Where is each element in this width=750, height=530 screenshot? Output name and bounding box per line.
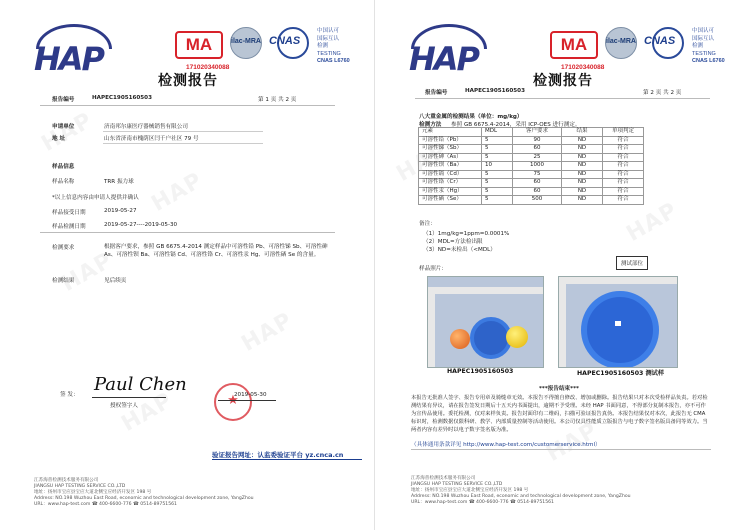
cell-judgement: 符合: [603, 179, 644, 188]
cell-judgement: 符合: [603, 153, 644, 162]
table-row: [419, 187, 644, 196]
table-row: [419, 153, 644, 162]
ilac-logo: ilac-MRA: [605, 27, 637, 59]
cell-element: 可溶性钡（Ba）: [419, 162, 482, 171]
sample-name: TRR 振力球: [104, 179, 134, 185]
divider: [40, 232, 335, 233]
terms-link[interactable]: （具体通用条款详见 http://www.hap-test.com/customerservice.html）: [411, 442, 601, 448]
sign-date: 2019-05-30: [234, 392, 267, 398]
report-no: HAPEC1905160503: [465, 88, 525, 94]
table-header-row: [419, 128, 644, 137]
watermark: [37, 108, 97, 157]
cell-judgement: 符合: [603, 187, 644, 196]
divider: [40, 105, 335, 106]
company-seal: [214, 383, 252, 421]
cnas-text: 中国认可 国际互认 检测 TESTING CNAS L6760: [692, 28, 725, 64]
cell-mdl: 5: [482, 170, 513, 179]
table-row: [419, 162, 644, 171]
cell-result: ND: [562, 162, 603, 171]
test-date: 2019-05-27----2019-05-30: [104, 222, 178, 228]
applicant: 济南邦尔康医疗器械销售有限公司: [104, 124, 188, 130]
blue-ring-toy: [581, 291, 659, 368]
ma-logo: MA: [175, 31, 223, 59]
report-no-label: 报告编号: [52, 97, 75, 103]
cell-judgement: 符合: [603, 136, 644, 145]
cell-mdl: 5: [482, 136, 513, 145]
address: 山东省济南市槐荫区闫千户社区 79 号: [104, 136, 199, 142]
disclaimer: 本报告无批准人签字、报告专用章及骑缝章无效。本报告不得擅自修改、增加或删除。报告结果只对本次受检样品负责。若对检测结果有异议，请在报告签发日期后十五天内书面提出，逾期不予受理。未经 HAP 书面同意，不得部分复制本报告，亦不可作为宣传品使用。委托检测，仅对来样负责。报告封面印有二维码，扫描可验证报告真伪。本报告结果仅对本次，此报告无 CMA 标识时，检测数据仅限科研、教学、内部质量控制等活动使用。本公司仅具性能质立版报告与电子数字签名版具备同等效力。当两者内容有差异时以电子数字签名版为准。: [411, 395, 708, 433]
hap-logo: HAP: [409, 24, 487, 74]
cell-element: 可溶性砷（As）: [419, 153, 482, 162]
cell-judgement: 符合: [603, 170, 644, 179]
cell-element: 可溶性硒（Se）: [419, 196, 482, 205]
end-of-report: ***报告结束***: [539, 386, 579, 392]
cell-requirement: 25: [513, 153, 562, 162]
conclusion: 根据客户要求，参照 GB 6675.4-2014 测定样品中可溶性铅 Pb、可溶性锑 Sb、可溶性砷 As、可溶性钡 Ba、可溶性镉 Cd、可溶性铬 Cr、可溶性汞 Hg、可溶性硒 Se 的含量。: [104, 244, 328, 258]
table-row: [419, 170, 644, 179]
signer-title: 授权签字人: [110, 403, 138, 409]
sample-photo-2: [558, 276, 678, 368]
header-element: 元素: [419, 128, 482, 137]
cell-mdl: 10: [482, 162, 513, 171]
cell-judgement: 符合: [603, 162, 644, 171]
ilac-logo: ilac-MRA: [230, 27, 262, 59]
table-row: [419, 136, 644, 145]
watermark: [622, 198, 682, 247]
cell-requirement: 60: [513, 187, 562, 196]
results-table: [418, 127, 644, 205]
page-indicator: 第 2 页 共 2 页: [643, 90, 682, 96]
cell-result: ND: [562, 179, 603, 188]
sample-info-label: 样品信息: [52, 164, 75, 170]
result-label: 检测结果: [52, 278, 75, 284]
note-3: （3）ND=未检出（<MDL）: [423, 247, 496, 253]
method-label: 检测方法: [419, 122, 442, 128]
report-no-label: 报告编号: [425, 90, 448, 96]
cell-element: 可溶性镉（Cd）: [419, 170, 482, 179]
photos-label: 样品照片：: [419, 266, 447, 272]
cell-element: 可溶性汞（Hg）: [419, 187, 482, 196]
cell-mdl: 5: [482, 179, 513, 188]
address-label: 地 址: [52, 136, 66, 142]
header-judgement: 单项判定: [603, 128, 644, 137]
table-row: [419, 145, 644, 154]
test-spot: [615, 321, 621, 326]
receive-date-label: 样品接受日期: [52, 210, 86, 216]
cell-requirement: 90: [513, 136, 562, 145]
photo-caption-1: HAPEC1905160503: [447, 368, 514, 375]
cell-mdl: 5: [482, 196, 513, 205]
sample-photo-1: [427, 276, 544, 368]
cnas-logo: CNAS: [271, 27, 311, 57]
sample-name-label: 样品名称: [52, 179, 75, 185]
cell-result: ND: [562, 170, 603, 179]
ma-logo: MA: [550, 31, 598, 59]
table-row: [419, 196, 644, 205]
note-1: （1）1mg/kg=1ppm=0.0001%: [423, 231, 510, 237]
cell-requirement: 60: [513, 145, 562, 154]
signature-label: 签 发：: [60, 392, 79, 398]
cell-mdl: 5: [482, 145, 513, 154]
section-title: 八大重金属的检测结果（单位：mg/kg）: [419, 114, 523, 120]
cell-element: 可溶性锑（Sb）: [419, 145, 482, 154]
applicant-label: 申请单位: [52, 124, 75, 130]
cell-requirement: 500: [513, 196, 562, 205]
cnas-logo: CNAS: [646, 27, 686, 57]
note: *以上信息内容由申请人提供并确认: [52, 195, 139, 201]
footer: 江苏海普检测技术服务有限公司 JIANGSU HAP TESTING SERVICE CO.,LTD 地址：扬州市宝应县宝应大道北侧宝应经济开发区 198 号 Address: NO.198 Wuzhou East Road, economic and technological development zone, YangZhou URL：www.hap-test.com ☎ 400-6600-776 ☎ 0514-89751561: [34, 478, 254, 507]
divider: [415, 98, 710, 99]
cell-judgement: 符合: [603, 196, 644, 205]
cell-result: ND: [562, 187, 603, 196]
hap-logo: HAP: [34, 24, 112, 74]
cell-result: ND: [562, 136, 603, 145]
watermark: [117, 388, 177, 437]
test-area-callout: 测试部位: [616, 256, 648, 270]
cell-result: ND: [562, 196, 603, 205]
header-result: 结果: [562, 128, 603, 137]
cell-element: 可溶性铬（Cr）: [419, 179, 482, 188]
cell-result: ND: [562, 145, 603, 154]
cell-requirement: 1000: [513, 162, 562, 171]
verify-link[interactable]: 验证报告网址：认监委验证平台 yz.cnca.cn: [212, 451, 344, 459]
note-2: （2）MDL=方法检出限: [423, 239, 483, 245]
cell-element: 可溶性铅（Pb）: [419, 136, 482, 145]
cell-mdl: 5: [482, 187, 513, 196]
report-no: HAPEC1905160503: [92, 95, 152, 101]
watermark: [237, 308, 297, 357]
method: 参照 GB 6675.4-2014，采用 ICP-OES 进行测定。: [451, 122, 581, 128]
watermark: [147, 168, 207, 217]
photo-caption-2: HAPEC1905160503 测试样: [577, 370, 665, 377]
signature: Paul Chen: [94, 374, 187, 395]
page-title: 检测报告: [533, 73, 593, 89]
cell-requirement: 60: [513, 179, 562, 188]
test-date-label: 样品检测日期: [52, 224, 86, 230]
cell-result: ND: [562, 153, 603, 162]
orange-ball: [450, 329, 470, 349]
cert-number: 171020340088: [561, 64, 605, 71]
header-requirement: 客户要求: [513, 128, 562, 137]
cert-number: 171020340088: [186, 64, 230, 71]
page-title: 检测报告: [158, 73, 218, 89]
table-row: [419, 179, 644, 188]
cell-mdl: 5: [482, 153, 513, 162]
cell-requirement: 75: [513, 170, 562, 179]
yellow-spiky-ball: [506, 326, 528, 348]
conclusion-label: 检测要求: [52, 245, 75, 251]
report-page-2: [375, 0, 750, 530]
footer: 江苏海普检测技术服务有限公司 JIANGSU HAP TESTING SERVICE CO.,LTD 地址：扬州市宝应县宝应大道北侧宝应经济开发区 198 号 Address: NO.198 Wuzhou East Road, economic and technological development zone, YangZhou URL：www.hap-test.com ☎ 400-6600-776 ☎ 0514-89751561: [411, 476, 631, 505]
notes-label: 备注：: [419, 221, 436, 227]
result: 见后续页: [104, 278, 127, 284]
cell-judgement: 符合: [603, 145, 644, 154]
cnas-text: 中国认可 国际互认 检测 TESTING CNAS L6760: [317, 28, 350, 64]
receive-date: 2019-05-27: [104, 208, 137, 214]
page-indicator: 第 1 页 共 2 页: [258, 97, 297, 103]
header-mdl: MDL: [482, 128, 513, 137]
